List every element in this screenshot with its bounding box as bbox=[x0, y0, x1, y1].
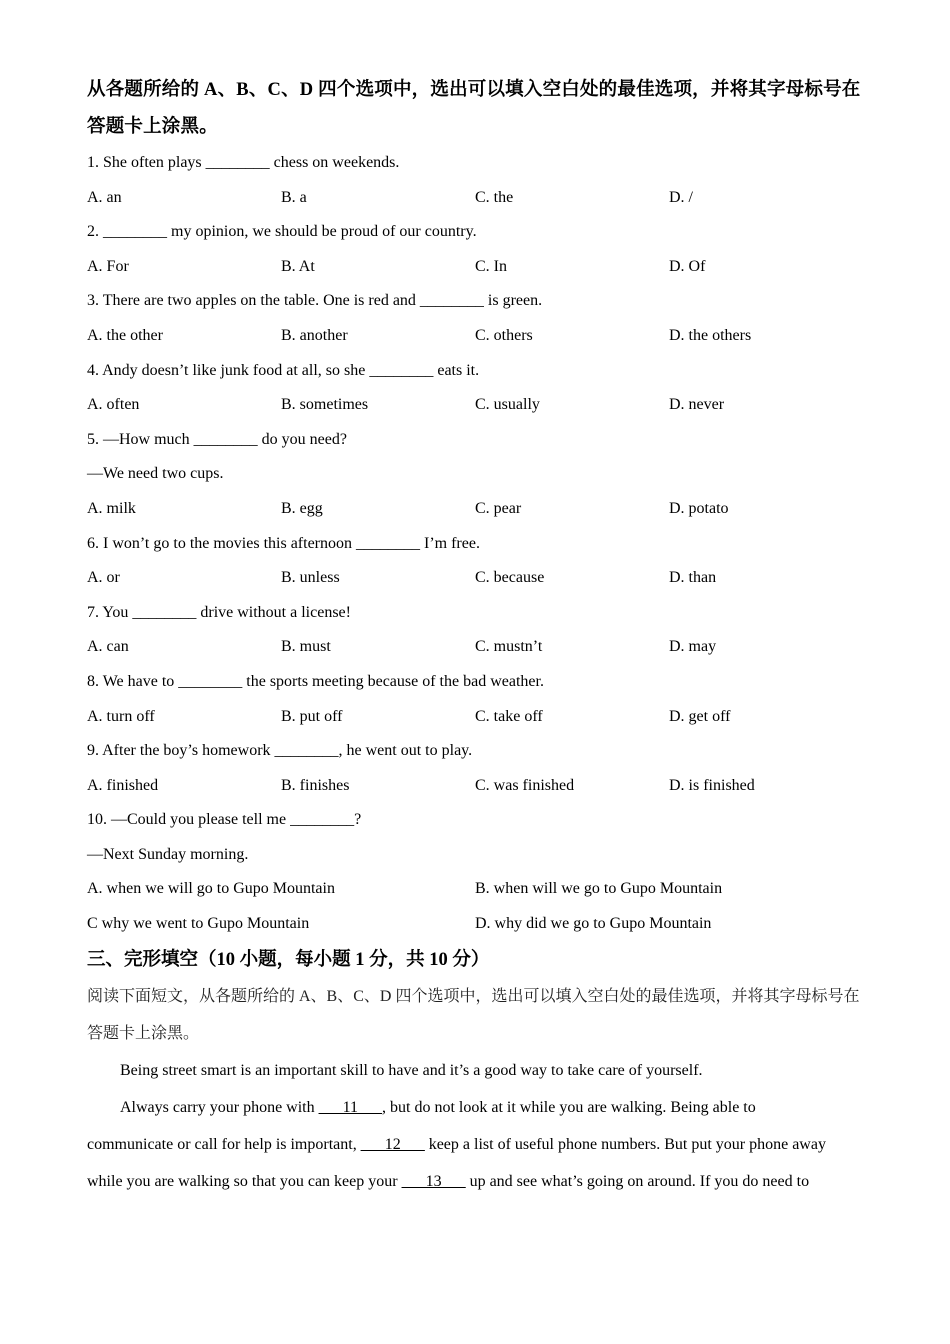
option-c: C. others bbox=[475, 326, 533, 344]
option-d: D. why did we go to Gupo Mountain bbox=[475, 915, 712, 933]
question-1 bbox=[87, 146, 867, 215]
options-row bbox=[87, 630, 867, 665]
option-d: D. may bbox=[669, 638, 717, 656]
options-row bbox=[87, 181, 867, 216]
option-d: D. is finished bbox=[669, 776, 755, 794]
option-b: B. unless bbox=[281, 569, 340, 587]
option-c: C. usually bbox=[475, 396, 540, 414]
option-a: A. turn off bbox=[87, 707, 155, 725]
option-a: A. the other bbox=[87, 326, 163, 344]
passage-line: Always carry your phone with ___11___, but do not look at it while you are walking. Being able to bbox=[120, 1098, 756, 1116]
option-d: D. potato bbox=[669, 499, 729, 517]
question-stem: —Next Sunday morning. bbox=[87, 845, 249, 863]
section-3-instruction: 阅读下面短文，从各题所给的 A、B、C、D 四个选项中，选出可以填入空白处的最佳选项，并将其字母标号在答题卡上涂黑。 bbox=[87, 987, 860, 1042]
blank-11: ___11___ bbox=[318, 1098, 383, 1116]
question-7 bbox=[87, 596, 867, 665]
option-c: C. mustn’t bbox=[475, 638, 543, 656]
option-a: A. milk bbox=[87, 499, 136, 517]
option-b: B. when will we go to Gupo Mountain bbox=[475, 880, 723, 898]
option-b: B. put off bbox=[281, 707, 343, 725]
document-page bbox=[87, 72, 867, 1200]
option-d: D. / bbox=[669, 188, 693, 206]
question-9 bbox=[87, 734, 867, 803]
question-stem: 5. —How much ________ do you need? bbox=[87, 430, 347, 448]
question-stem: 2. ________ my opinion, we should be proud of our country. bbox=[87, 223, 477, 241]
question-stem: 1. She often plays ________ chess on weekends. bbox=[87, 154, 400, 171]
question-stem: —We need two cups. bbox=[87, 465, 224, 483]
option-a: A. an bbox=[87, 188, 122, 206]
option-c: C. take off bbox=[475, 707, 543, 725]
option-a: A. can bbox=[87, 638, 129, 656]
question-6 bbox=[87, 527, 867, 596]
question-stem: 10. —Could you please tell me ________? bbox=[87, 811, 362, 829]
option-b: B. egg bbox=[281, 499, 323, 517]
question-8 bbox=[87, 665, 867, 734]
option-c: C. was finished bbox=[475, 776, 575, 794]
passage-paragraph-2 bbox=[87, 1089, 867, 1200]
options-row bbox=[87, 872, 867, 907]
options-row bbox=[87, 319, 867, 354]
options-row bbox=[87, 388, 867, 423]
option-b: B. finishes bbox=[281, 776, 350, 794]
passage-line: while you are walking so that you can keep your ___13___ up and see what’s going on around. If you do need to bbox=[87, 1172, 810, 1190]
question-5 bbox=[87, 423, 867, 527]
option-b: B. sometimes bbox=[281, 396, 369, 414]
passage-paragraph-1: Being street smart is an important skill to have and it’s a good way to take care of yourself. bbox=[120, 1061, 703, 1079]
section-3-title: 三、完形填空（10 小题，每小题 1 分，共 10 分） bbox=[87, 949, 490, 970]
option-a: A. or bbox=[87, 569, 120, 587]
option-c: C why we went to Gupo Mountain bbox=[87, 915, 310, 933]
blank-13: ___13___ bbox=[401, 1172, 466, 1190]
question-4 bbox=[87, 354, 867, 423]
option-d: D. get off bbox=[669, 707, 731, 725]
options-row bbox=[87, 492, 867, 527]
blank-12: ___12___ bbox=[360, 1135, 425, 1153]
option-a: A. often bbox=[87, 396, 140, 414]
option-b: B. At bbox=[281, 257, 315, 275]
option-d: D. than bbox=[669, 569, 717, 587]
option-b: B. another bbox=[281, 326, 348, 344]
options-row bbox=[87, 769, 867, 804]
passage-line: communicate or call for help is important, ___12___ keep a list of useful phone numbers. But put your phone away bbox=[87, 1135, 826, 1153]
question-list bbox=[87, 146, 867, 942]
question-stem: 8. We have to ________ the sports meeting because of the bad weather. bbox=[87, 672, 544, 690]
option-d: D. the others bbox=[669, 326, 752, 344]
options-row bbox=[87, 907, 867, 942]
question-stem: 4. Andy doesn’t like junk food at all, so she ________ eats it. bbox=[87, 361, 480, 379]
option-b: B. must bbox=[281, 638, 331, 656]
option-a: A. finished bbox=[87, 776, 159, 794]
section-instruction: 从各题所给的 A、B、C、D 四个选项中，选出可以填入空白处的最佳选项，并将其字母标号在答题卡上涂黑。 bbox=[87, 80, 861, 137]
option-c: C. the bbox=[475, 188, 514, 206]
option-b: B. a bbox=[281, 188, 307, 206]
question-stem: 7. You ________ drive without a license! bbox=[87, 603, 351, 621]
option-a: A. For bbox=[87, 257, 129, 275]
question-3 bbox=[87, 284, 867, 353]
question-stem: 9. After the boy’s homework ________, he went out to play. bbox=[87, 742, 473, 760]
option-c: C. pear bbox=[475, 499, 522, 517]
option-c: C. because bbox=[475, 569, 545, 587]
option-a: A. when we will go to Gupo Mountain bbox=[87, 880, 335, 898]
options-row bbox=[87, 700, 867, 735]
option-c: C. In bbox=[475, 257, 507, 275]
question-stem: 6. I won’t go to the movies this afternoon ________ I’m free. bbox=[87, 534, 480, 552]
option-d: D. never bbox=[669, 396, 725, 414]
options-row bbox=[87, 250, 867, 285]
question-10 bbox=[87, 803, 867, 941]
options-row bbox=[87, 561, 867, 596]
option-d: D. Of bbox=[669, 257, 706, 275]
question-stem: 3. There are two apples on the table. One is red and ________ is green. bbox=[87, 292, 543, 310]
question-2 bbox=[87, 215, 867, 284]
